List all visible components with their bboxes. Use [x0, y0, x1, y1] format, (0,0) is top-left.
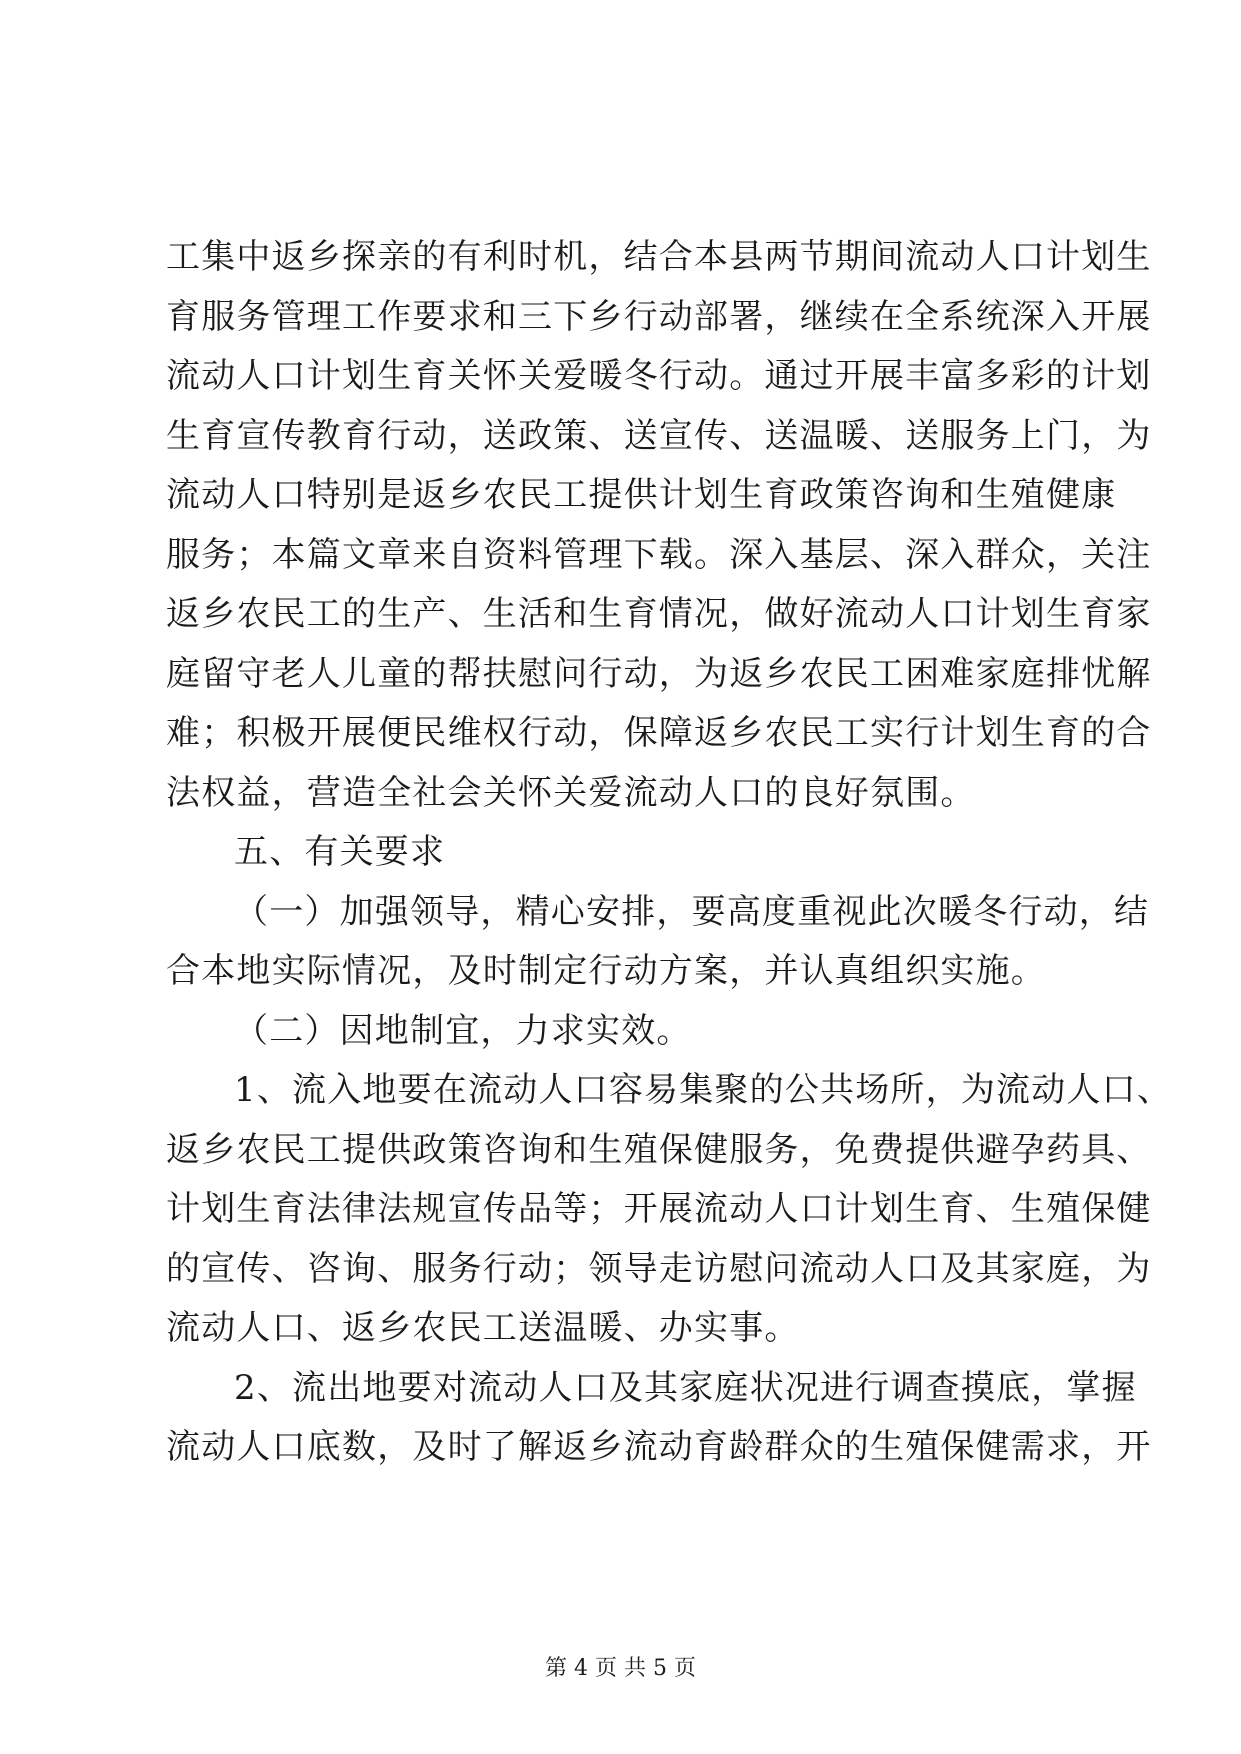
- text-line: 工集中返乡探亲的有利时机，结合本县两节期间流动人口计划生: [166, 237, 1152, 277]
- text-line: 1、流入地要在流动人口容易集聚的公共场所，为流动人口、: [234, 1070, 1173, 1110]
- text-line: 难；积极开展便民维权行动，保障返乡农民工实行计划生育的合: [166, 713, 1152, 753]
- text-line: 计划生育法律法规宣传品等；开展流动人口计划生育、生殖保健: [166, 1189, 1152, 1229]
- text-line: （一）加强领导，精心安排，要高度重视此次暖冬行动，结: [234, 891, 1150, 932]
- text-line: 育服务管理工作要求和三下乡行动部署，继续在全系统深入开展: [166, 296, 1152, 337]
- text-line: 流动人口特别是返乡农民工提供计划生育政策咨询和生殖健康: [166, 475, 1117, 515]
- text-line: 的宣传、咨询、服务行动；领导走访慰问流动人口及其家庭，为: [166, 1248, 1152, 1289]
- text-line: 法权益，营造全社会关怀关爱流动人口的良好氛围。: [166, 772, 976, 813]
- text-line: 返乡农民工的生产、生活和生育情况，做好流动人口计划生育家: [166, 594, 1152, 634]
- text-line: 2、流出地要对流动人口及其家庭状况进行调查摸底，掌握: [234, 1367, 1137, 1408]
- text-line: （二）因地制宜，力求实效。: [234, 1010, 692, 1051]
- text-line: 五、有关要求: [234, 832, 446, 872]
- text-line: 返乡农民工提供政策咨询和生殖保健服务，免费提供避孕药具、: [166, 1129, 1152, 1170]
- text-line: 合本地实际情况，及时制定行动方案，并认真组织实施。: [166, 951, 1046, 991]
- text-line: 庭留守老人儿童的帮扶慰问行动，为返乡农民工困难家庭排忧解: [166, 653, 1152, 694]
- text-line: 流动人口底数，及时了解返乡流动育龄群众的生殖保健需求，开: [166, 1427, 1152, 1467]
- text-line: 生育宣传教育行动，送政策、送宣传、送温暖、送服务上门，为: [166, 415, 1152, 456]
- document-body: [166, 228, 1173, 1478]
- text-line: 服务；本篇文章来自资料管理下载。深入基层、深入群众，关注: [166, 534, 1152, 575]
- text-line: 流动人口计划生育关怀关爱暖冬行动。通过开展丰富多彩的计划: [166, 356, 1152, 396]
- page-footer: 第 4 页 共 5 页: [545, 1656, 696, 1681]
- text-line: 流动人口、返乡农民工送温暖、办实事。: [166, 1308, 800, 1348]
